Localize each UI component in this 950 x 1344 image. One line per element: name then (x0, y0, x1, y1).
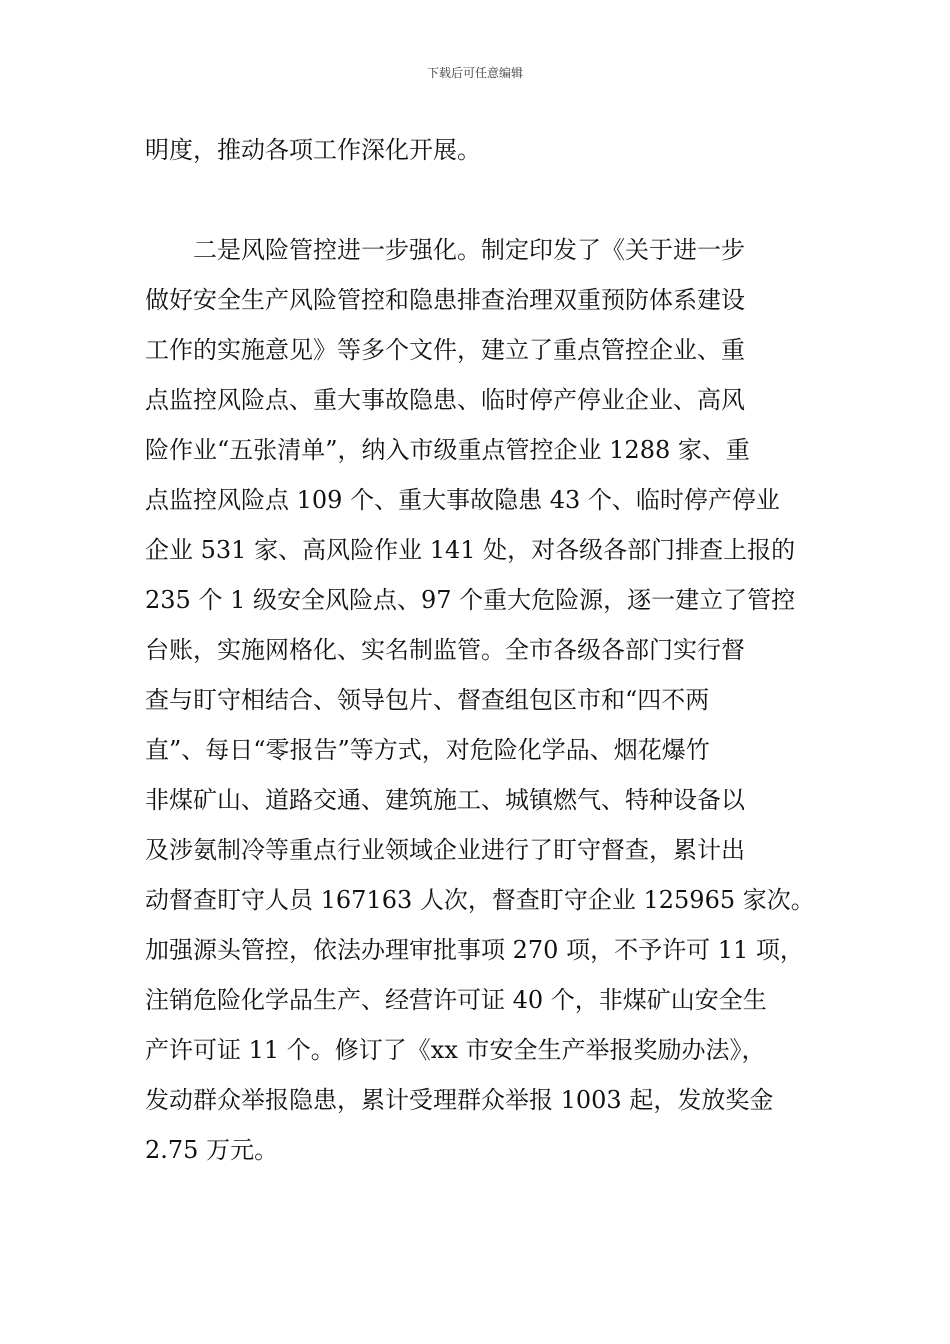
paragraph-line: 查与盯守相结合、领导包片、督查组包区市和“四不两 (145, 686, 710, 714)
paragraph-line: 235 个 1 级安全风险点、97 个重大危险源，逐一建立了管控 (145, 586, 796, 614)
paragraph-2 (145, 225, 815, 1175)
paragraph-line: 注销危险化学品生产、经营许可证 40 个，非煤矿山安全生 (145, 986, 767, 1014)
paragraph-line: 发动群众举报隐患，累计受理群众举报 1003 起，发放奖金 (145, 1086, 774, 1114)
paragraph-line: 台账，实施网格化、实名制监管。全市各级各部门实行督 (145, 636, 745, 664)
paragraph-line: 及涉氨制冷等重点行业领域企业进行了盯守督查，累计出 (145, 836, 745, 864)
paragraph-line: 做好安全生产风险管控和隐患排查治理双重预防体系建设 (145, 286, 745, 314)
paragraph-line: 明度，推动各项工作深化开展。 (145, 136, 481, 164)
paragraph-line: 动督查盯守人员 167163 人次，督查盯守企业 125965 家次。 (145, 886, 815, 914)
paragraph-line: 点监控风险点、重大事故隐患、临时停产停业企业、高风 (145, 386, 745, 414)
paragraph-line: 企业 531 家、高风险作业 141 处，对各级各部门排查上报的 (145, 536, 796, 564)
page-header: 下载后可任意编辑 (426, 66, 523, 80)
paragraph-line: 非煤矿山、道路交通、建筑施工、城镇燃气、特种设备以 (145, 786, 745, 814)
paragraph-line: 直”、每日“零报告”等方式，对危险化学品、烟花爆竹 (145, 736, 710, 764)
paragraph-line: 点监控风险点 109 个、重大事故隐患 43 个、临时停产停业 (145, 486, 780, 514)
paragraph-line: 产许可证 11 个。修订了《xx 市安全生产举报奖励办法》， (145, 1036, 766, 1064)
paragraph-1 (145, 125, 810, 175)
paragraph-line: 二是风险管控进一步强化。制定印发了《关于进一步 (145, 236, 745, 264)
paragraph-line: 险作业“五张清单”，纳入市级重点管控企业 1288 家、重 (145, 436, 750, 464)
paragraph-line: 工作的实施意见》等多个文件，建立了重点管控企业、重 (145, 336, 745, 364)
paragraph-line: 2.75 万元。 (145, 1136, 279, 1164)
paragraph-line: 加强源头管控，依法办理审批事项 270 项，不予许可 11 项， (145, 936, 804, 964)
